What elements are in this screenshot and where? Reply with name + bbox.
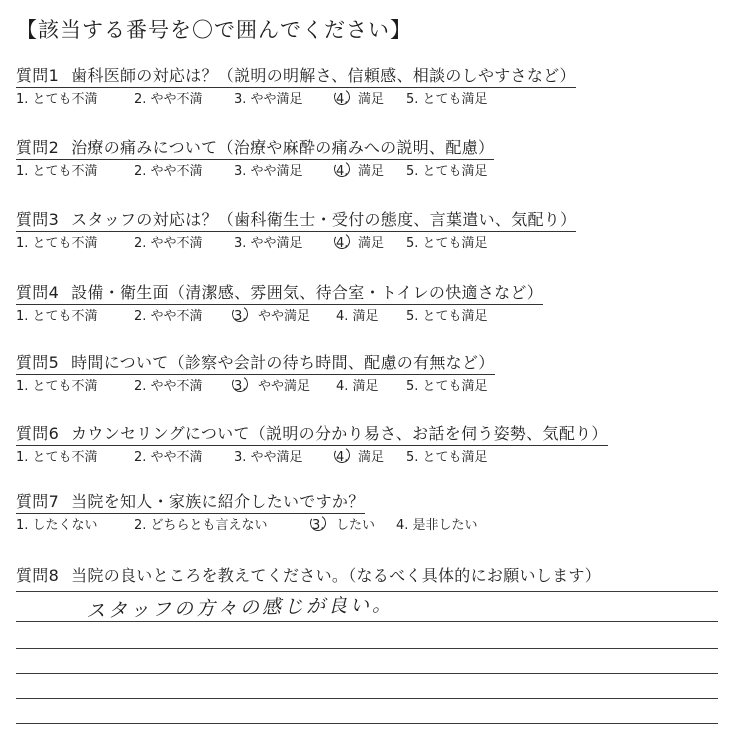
answer-line bbox=[16, 621, 718, 622]
option-2[interactable]: 2. やや不満 bbox=[134, 236, 203, 251]
option-3[interactable]: 3. やや満足 bbox=[234, 92, 303, 107]
question-5 bbox=[16, 353, 716, 396]
instruction-header: 【該当する番号を〇で囲んでください】 bbox=[16, 18, 412, 42]
option-5[interactable]: 5. とても満足 bbox=[406, 236, 488, 251]
option-3-number[interactable]: 3. bbox=[234, 309, 247, 324]
option-2[interactable]: 2. やや不満 bbox=[134, 164, 203, 179]
option-2[interactable]: 2. やや不満 bbox=[134, 450, 203, 465]
question-text: カウンセリングについて（説明の分かり易さ、お話を伺う姿勢、気配り） bbox=[71, 424, 608, 443]
answer-options bbox=[16, 163, 716, 181]
option-4-number[interactable]: 4. bbox=[336, 236, 349, 251]
question-number: 質問7 bbox=[16, 492, 60, 511]
option-1[interactable]: 1. とても不満 bbox=[16, 450, 98, 465]
answer-options bbox=[16, 308, 716, 326]
option-4-label[interactable]: 満足 bbox=[358, 92, 385, 107]
option-3-label[interactable]: やや満足 bbox=[258, 309, 311, 324]
question-number: 質問3 bbox=[16, 210, 60, 229]
option-4-label[interactable]: 満足 bbox=[358, 164, 385, 179]
option-2[interactable]: 2. やや不満 bbox=[134, 309, 203, 324]
answer-options bbox=[16, 91, 716, 109]
option-2[interactable]: 2. やや不満 bbox=[134, 92, 203, 107]
option-4-number[interactable]: 4. bbox=[336, 92, 349, 107]
question-title bbox=[16, 283, 543, 305]
answer-options bbox=[16, 235, 716, 253]
option-4-label[interactable]: 満足 bbox=[358, 236, 385, 251]
option-1[interactable]: 1. とても不満 bbox=[16, 236, 98, 251]
question-number: 質問6 bbox=[16, 424, 60, 443]
answer-options bbox=[16, 378, 716, 396]
answer-options bbox=[16, 517, 716, 535]
question-title bbox=[16, 424, 608, 446]
question-3 bbox=[16, 210, 716, 253]
question-number: 質問2 bbox=[16, 138, 60, 157]
question-6 bbox=[16, 424, 716, 467]
question-number: 質問8 bbox=[16, 566, 60, 585]
question-text: 時間について（診察や会計の待ち時間、配慮の有無など） bbox=[71, 353, 495, 372]
question-text: 設備・衛生面（清潔感、雰囲気、待合室・トイレの快適さなど） bbox=[71, 283, 543, 302]
answer-line bbox=[16, 698, 718, 699]
option-5[interactable]: 5. とても満足 bbox=[406, 92, 488, 107]
question-text: 当院の良いところを教えてください。（なるべく具体的にお願いします） bbox=[71, 566, 601, 585]
option-3[interactable]: 3. やや満足 bbox=[234, 164, 303, 179]
option-5[interactable]: 5. とても満足 bbox=[406, 450, 488, 465]
option-1[interactable]: 1. とても不満 bbox=[16, 309, 98, 324]
question-number: 質問5 bbox=[16, 353, 60, 372]
option-3-number[interactable]: 3. bbox=[234, 379, 247, 394]
question-title bbox=[16, 66, 576, 88]
answer-line bbox=[16, 648, 718, 649]
question-7 bbox=[16, 492, 716, 535]
option-5[interactable]: 5. とても満足 bbox=[406, 309, 488, 324]
question-title bbox=[16, 353, 495, 375]
question-4 bbox=[16, 283, 716, 326]
option-3-number[interactable]: 3. bbox=[312, 518, 325, 533]
option-4[interactable]: 4. 満足 bbox=[336, 379, 379, 394]
question-text: 当院を知人・家族に紹介したいですか？ bbox=[71, 492, 365, 511]
answer-options bbox=[16, 449, 716, 467]
option-2[interactable]: 2. どちらとも言えない bbox=[134, 518, 268, 533]
option-3[interactable]: 3. やや満足 bbox=[234, 236, 303, 251]
question-1 bbox=[16, 66, 716, 109]
question-text: スタッフの対応は？（歯科衛生士・受付の態度、言葉遣い、気配り） bbox=[71, 210, 577, 229]
option-3-label[interactable]: したい bbox=[336, 518, 376, 533]
answer-line bbox=[16, 723, 718, 724]
option-4-number[interactable]: 4. bbox=[336, 450, 349, 465]
option-1[interactable]: 1. とても不満 bbox=[16, 92, 98, 107]
option-1[interactable]: 1. とても不満 bbox=[16, 164, 98, 179]
question-2 bbox=[16, 138, 716, 181]
option-4[interactable]: 4. 是非したい bbox=[396, 518, 478, 533]
question-8-title bbox=[16, 563, 601, 586]
option-3[interactable]: 3. やや満足 bbox=[234, 450, 303, 465]
question-title bbox=[16, 210, 576, 232]
option-1[interactable]: 1. とても不満 bbox=[16, 379, 98, 394]
option-4-number[interactable]: 4. bbox=[336, 164, 349, 179]
question-number: 質問1 bbox=[16, 66, 60, 85]
option-4-label[interactable]: 満足 bbox=[358, 450, 385, 465]
option-4[interactable]: 4. 満足 bbox=[336, 309, 379, 324]
option-1[interactable]: 1. したくない bbox=[16, 518, 98, 533]
option-5[interactable]: 5. とても満足 bbox=[406, 379, 488, 394]
question-title bbox=[16, 138, 494, 160]
question-text: 治療の痛みについて（治療や麻酔の痛みへの説明、配慮） bbox=[71, 138, 495, 157]
option-2[interactable]: 2. やや不満 bbox=[134, 379, 203, 394]
question-text: 歯科医師の対応は？（説明の明解さ、信頼感、相談のしやすさなど） bbox=[71, 66, 576, 85]
option-3-label[interactable]: やや満足 bbox=[258, 379, 311, 394]
question-title bbox=[16, 492, 365, 514]
question-number: 質問4 bbox=[16, 283, 60, 302]
handwritten-answer[interactable]: スタッフの方々の感じが良い。 bbox=[85, 593, 395, 623]
option-5[interactable]: 5. とても満足 bbox=[406, 164, 488, 179]
answer-line bbox=[16, 673, 718, 674]
